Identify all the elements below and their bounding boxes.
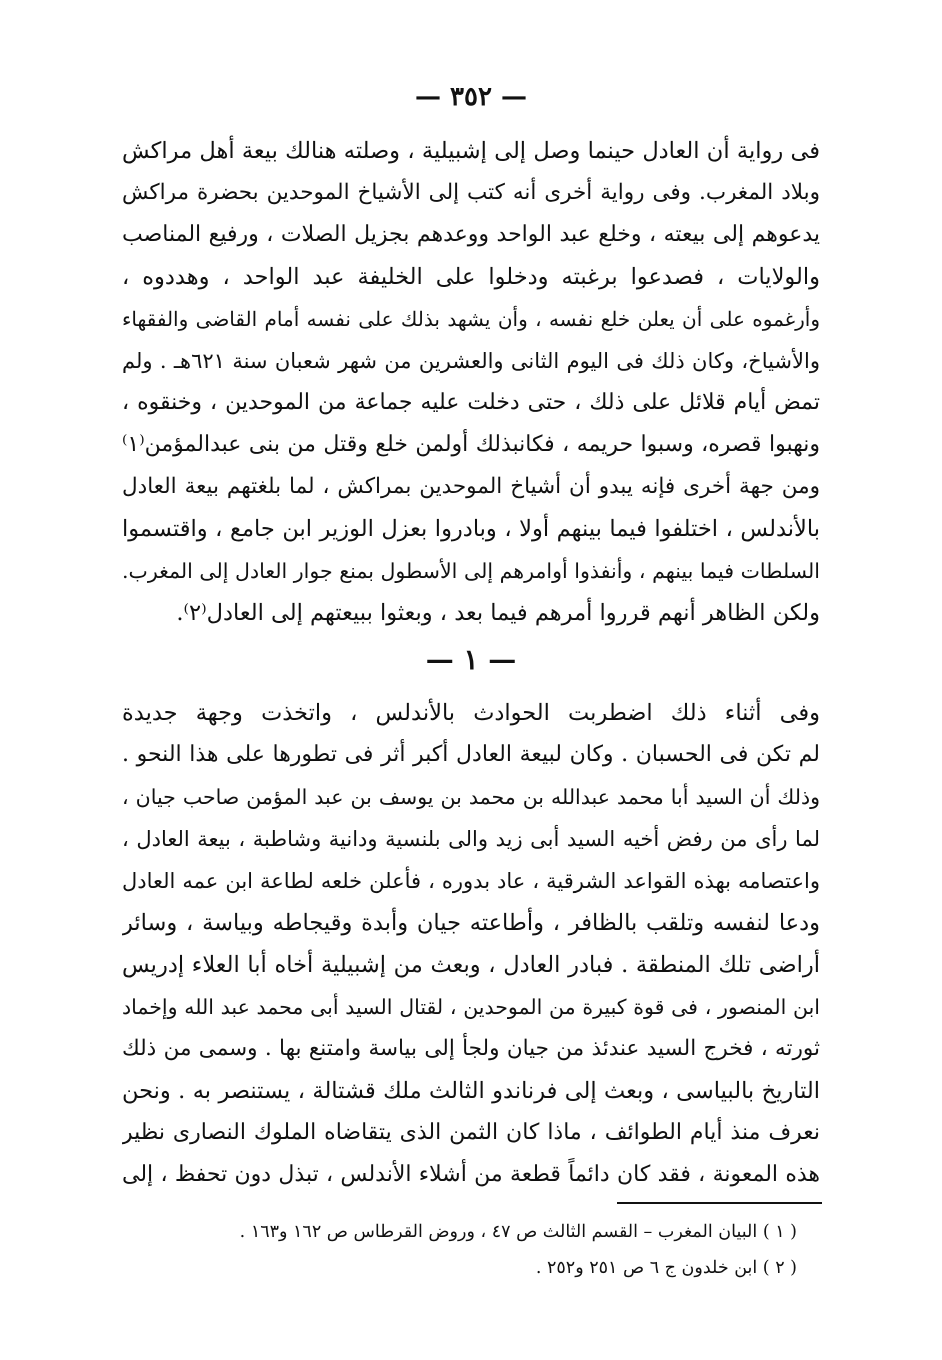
text-line: أراضى تلك المنطقة . فبادر العادل ، وبعث من إشبيلية أخاه أبا العلاء إدريس	[122, 952, 820, 978]
paragraph-2	[122, 692, 820, 1196]
text-line: واعتصامه بهذه القواعد الشرقية ، عاد بدوره ، فأعلن خلعه لطاعة ابن عمه العادل	[122, 869, 820, 893]
text-line: ثورته ، فخرج السيد عندئذ من جيان ولجأ إلى بياسة وامتنع بها . وسمى من ذلك	[122, 1036, 820, 1061]
text-line: وذلك أن السيد أبا محمد عبدالله بن محمد بن يوسف بن عبد المؤمن صاحب جيان ،	[122, 785, 820, 809]
text-line: لم تكن فى الحسبان . وكان لبيعة العادل أكبر أثر فى تطورها على هذا النحو .	[122, 742, 820, 767]
page-number: — ٣٥٢ —	[414, 82, 528, 112]
text-line: والولايات ، فصدعوا برغبته ودخلوا على الخليفة عبد الواحد ، وهددوه ،	[122, 264, 820, 290]
text-line: نعرف منذ أيام الطوائف ، ماذا كان الثمن الذى يتقاضاه الملوك النصارى نظير	[122, 1120, 820, 1145]
footnote-2: ( ٢ ) ابن خلدون ج ٦ ص ٢٥١ و٢٥٢ .	[535, 1258, 797, 1278]
text-line: السلطات فيما بينهم ، وأنفذوا أوامرهم إلى الأسطول بمنع جوار العادل إلى المغرب.	[122, 559, 820, 583]
text-line: تمض أيام قلائل على ذلك ، حتى دخلت عليه جماعة من الموحدين ، وخنقوه ،	[122, 390, 820, 415]
text-line: هذه المعونة ، فقد كان دائماً قطعة من أشلاء الأندلس ، تبذل دون تحفظ ، إلى	[122, 1162, 820, 1187]
footnotes	[137, 1214, 797, 1286]
text-line: التاريخ بالبياسى ، وبعث إلى فرناندو الثالث ملك قشتالة ، يستنصر به . ونحن	[122, 1078, 820, 1104]
text-line: ومن جهة أخرى فإنه يبدو أن أشياخ الموحدين بمراكش ، لما بلغتهم بيعة العادل	[122, 474, 820, 499]
text-line: وبلاد المغرب. وفى رواية أخرى أنه كتب إلى الأشياخ الموحدين بحضرة مراكش	[122, 180, 820, 205]
text-line: لما رأى من رفض أخيه السيد أبى زيد والى بلنسية ودانية وشاطبة ، بيعة العادل ،	[122, 827, 820, 851]
section-marker: — ١ —	[425, 643, 517, 676]
footnote-divider	[617, 1202, 822, 1204]
text-line: يدعوهم إلى بيعته ، وخلع عبد الواحد ووعدهم بجزيل الصلات ، ورفيع المناصب	[122, 222, 820, 247]
text-line: ونهبوا قصره، وسبوا حريمه ، فكانبذلك أولمن خلع وقتل من بنى عبدالمؤمن⁽١⁾	[122, 432, 820, 457]
text-line: ودعا لنفسه وتلقب بالظافر ، وأطاعته جيان وأبدة وقيجاطه وبياسة ، وسائر	[122, 910, 820, 936]
text-line: والأشياخ، وكان ذلك فى اليوم الثانى والعشرين من شهر شعبان سنة ٦٢١هـ . ولم	[122, 349, 820, 373]
text-line: وفى أثناء ذلك اضطربت الحوادث بالأندلس ، واتخذت وجهة جديدة	[122, 700, 820, 726]
text-line: فى رواية أن العادل حينما وصل إلى إشبيلية ، وصلته هنالك بيعة أهل مراكش	[122, 138, 820, 164]
paragraph-1	[122, 130, 820, 634]
text-line: وأرغموه على أن يعلن خلع نفسه ، وأن يشهد بذلك على نفسه أمام القاضى والفقهاء	[122, 307, 820, 331]
text-line: ولكن الظاهر أنهم قرروا أمرهم فيما بعد ، وبعثوا ببيعتهم إلى العادل⁽٢⁾.	[176, 600, 820, 626]
text-line: بالأندلس ، اختلفوا فيما بينهم أولا ، وبادروا بعزل الوزير ابن جامع ، واقتسموا	[122, 516, 820, 542]
footnote-1: ( ١ ) البيان المغرب – القسم الثالث ص ٤٧ ، وروض القرطاس ص ١٦٢ و١٦٣ .	[239, 1222, 797, 1242]
text-line: ابن المنصور ، فى قوة كبيرة من الموحدين ، لقتال السيد أبى محمد عبد الله وإخماد	[122, 995, 820, 1019]
